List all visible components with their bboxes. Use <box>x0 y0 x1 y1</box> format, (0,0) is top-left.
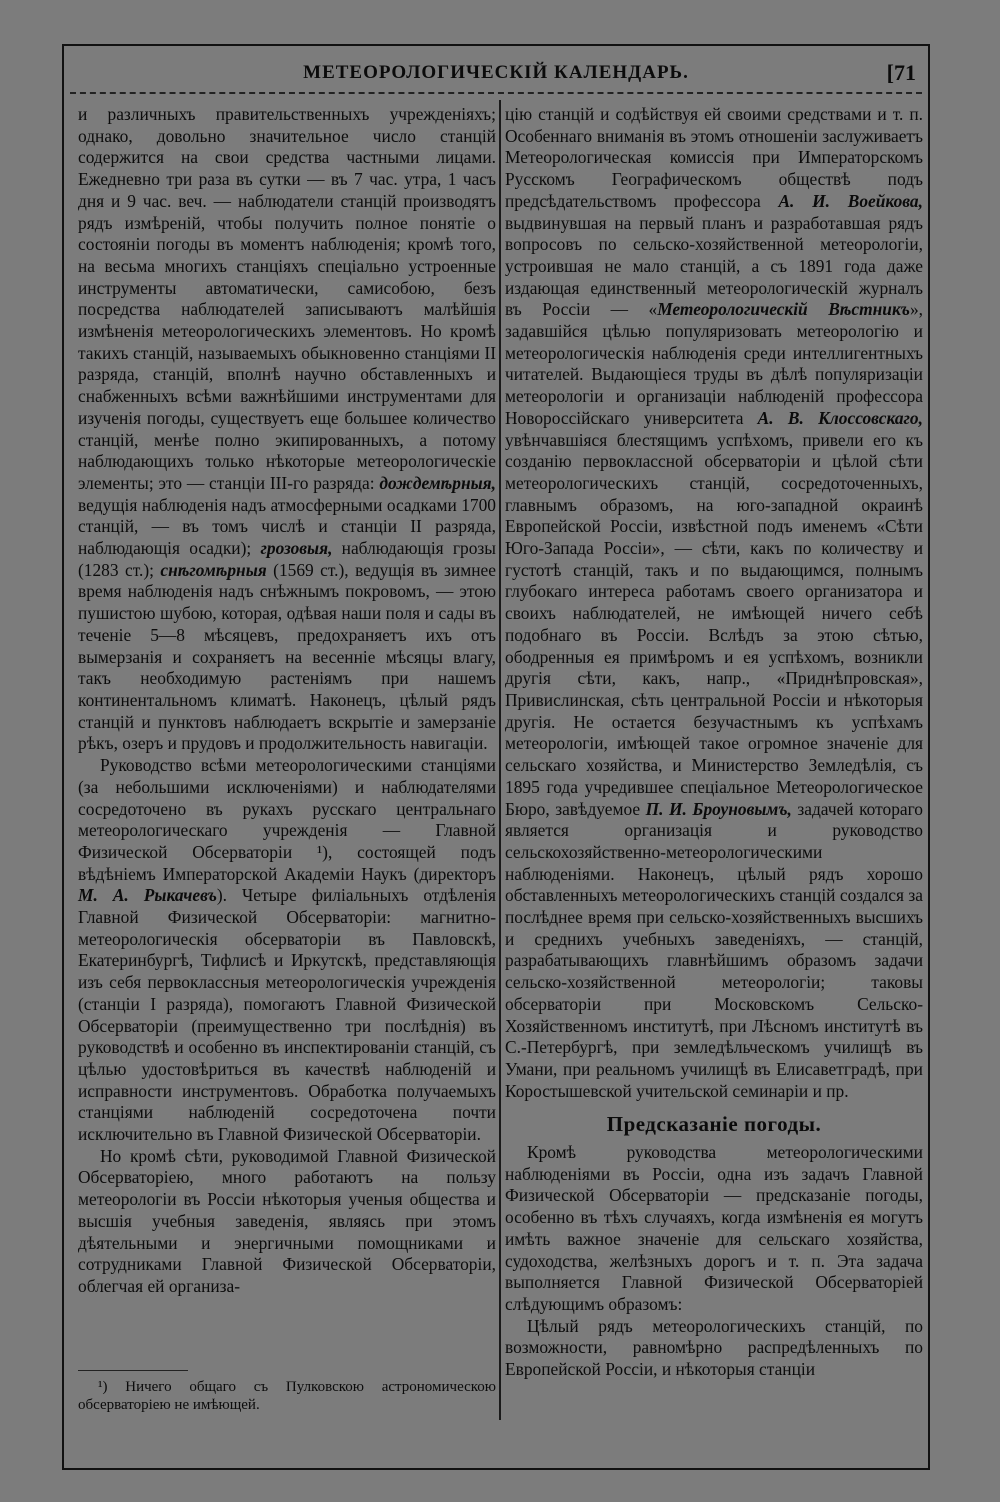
text-run: ведущія наблюденія надъ атмосферными осадками 1700 станцій, — въ томъ числѣ и станціи II разряда, наблюдающія осадки); <box>78 494 496 559</box>
text-run: Но кромѣ сѣти, руководимой Главной Физической Обсерваторіею, много работаютъ на пользу метеорологіи въ Россіи нѣкоторыя ученыя общества и высшія учебныя заведенія, являясь при этомъ дѣятельными и энергичными помощниками и сотрудниками Главной Физической Обсерваторіи, облегчая ей организа- <box>78 1145 496 1296</box>
text-run: увѣнчавшіяся блестящимъ успѣхомъ, привели его къ созданію первоклассной обсерваторіи и цѣлой сѣти метеорологическихъ станцій, сосредоточенныхъ, главнымъ образомъ, на юго-западной окраинѣ Европейской Россіи, извѣстной подъ именемъ «Сѣти Юго-Запада Россіи», — сѣти, какъ по количеству и густотѣ станцій, такъ и по выдающимся, полнымъ глубокаго интереса работамъ своего организатора и своихъ наблюдателей, не имѣющей ничего себѣ подобнаго въ Россіи. Вслѣдъ за этою сѣтью, ободренныя ея примѣромъ и ея успѣхомъ, возникли другія сѣти, какъ, напр., «Приднѣпровская», Привислинская, сѣть центральной Россіи и нѣкоторыя другія. Не остается безучастнымъ къ успѣхамъ метеорологіи, имѣющей такое огромное значеніе для сельскаго хозяйства, и Министерство Земледѣлія, съ 1895 года учредившее спеціальное Метеорологическое Бюро, завѣдуемое <box>505 429 923 819</box>
text-run: выдвинувшая на первый планъ и разработавшая рядъ вопросовъ по сельско-хозяйственной метеорологіи, устроившая не мало станцій, а съ 1891 года даже издающая единственный метеорологическій журналъ въ Россіи — « <box>505 212 923 320</box>
paragraph <box>78 755 496 1146</box>
paragraph <box>78 104 496 755</box>
emphasis: А. И. Воейкова, <box>778 190 923 211</box>
paragraph <box>78 1146 496 1298</box>
section-heading: Предсказаніе погоды. <box>606 1112 822 1137</box>
paragraph: Кромѣ руководства метеорологическими наблюденіями въ Россіи, одна изъ задачъ Главной Физической Обсерваторіи — предсказаніе погоды, особенно въ тѣхъ случаяхъ, когда измѣненія ея могутъ имѣть важное значеніе для сельскаго хозяйства, судоходства, желѣзныхъ дорогъ и т. п. Эта задача выполняется Главной Физической Обсерваторіей слѣдующимъ образомъ: <box>505 1142 923 1314</box>
text-run: (1569 ст.), ведущія въ зимнее время наблюденія надъ снѣжнымъ покровомъ, — этою пушистою шубою, которая, одѣвая наши поля и сады въ теченіе 5—8 мѣсяцевъ, предохраняетъ ихъ отъ вымерзанія и сохраняетъ на весенніе мѣсяцы влагу, такъ необходимую растеніямъ при нашемъ континентальномъ климатѣ. Наконецъ, цѣлый рядъ станцій и пунктовъ наблюдаетъ вскрытіе и замерзаніе рѣкъ, озеръ и прудовъ и продолжительность навигаціи. <box>78 559 496 754</box>
text-run: задачей котораго является организація и руководство сельскохозяйственно-метеорологическими наблюденіями. Наконецъ, цѣлый рядъ хорошо обставленныхъ метеорологическихъ станцій создался за послѣднее время при сельско-хозяйственныхъ высшихъ и среднихъ учебныхъ заведеніяхъ, — станцій, разрабатывающихъ главнѣйшимъ образомъ задачи сельско-хозяйственной метеорологіи; таковы обсерваторіи при Московскомъ Сельско-Хозяйственномъ институтѣ, при Лѣсномъ институтѣ въ С.-Петербургѣ, при земледѣльческомъ училищѣ въ Умани, при реальномъ училищѣ въ Елисаветградѣ, при Коростышевской учительской семинаріи и пр. <box>505 798 923 1101</box>
running-header <box>70 58 922 94</box>
text-run: ). Четыре филіальныхъ отдѣленія Главной Физической Обсерваторіи: магнитно-метеорологическія обсерваторіи въ Павловскѣ, Екатеринбургѣ, Тифлисѣ и Иркутскѣ, представляющія изъ себя первоклассныя метеорологическія учрежденія (станціи I разряда), помогаютъ Главной Физической Обсерваторіи (преимущественно три послѣднія) въ руководствѣ и особенно въ инспектированіи станцій, съ цѣлью удостовѣриться въ качествѣ наблюденій и исправности инструментовъ. Обработка получаемыхъ станціями наблюденій сосредоточена почти исключительно въ Главной Физической Обсерваторіи. <box>78 885 496 1145</box>
text-run: Руководство всѣми метеорологическими станціями (за небольшими исключеніями) и наблюдателями сосредоточено въ рукахъ русскаго центральнаго метеорологическаго учрежденія — Главной Физической Обсерваторіи ¹), состоящей подъ вѣдѣніемъ Императорской Академіи Наукъ (директоръ <box>78 755 496 884</box>
column-divider <box>499 100 501 1420</box>
footnote-divider <box>78 1370 188 1371</box>
emphasis: Метеорологическій Вѣстникъ <box>657 299 910 320</box>
header-title: МЕТЕОРОЛОГИЧЕСКІЙ КАЛЕНДАРЬ. <box>303 62 689 83</box>
text-run: », задавшійся цѣлью популяризовать метеорологію и метеорологическія наблюденія среди интеллигентныхъ читателей. Выдающіеся труды въ дѣлѣ популяризаціи метеорологіи и организаціи наблюденій профессора Новороссійскаго университета <box>505 299 923 428</box>
page-number: [71 <box>886 60 916 85</box>
paragraph: Цѣлый рядъ метеорологическихъ станцій, по возможности, равномѣрно распредѣленныхъ по Европейской Россіи, и нѣкоторыя станціи <box>505 1315 923 1380</box>
footnote: ¹) Ничего общаго съ Пулковскою астрономическою обсерваторіею не имѣющей. <box>78 1379 496 1413</box>
emphasis: снѣгомѣрныя <box>160 559 267 580</box>
text-run: и различныхъ правительственныхъ учрежденіяхъ; однако, довольно значительное число станцій содержится на свои средства частными лицами. Ежедневно три раза въ сутки — въ 7 час. утра, 1 часъ дня и 9 час. веч. — наблюдатели станцій производятъ рядъ измѣреній, чтобы получить полное понятіе о состояніи погоды въ моментъ наблюденія; кромѣ того, на весьма многихъ станціяхъ спеціально устроенные инструменты автоматически, самисобою, безъ посредства наблюдателей записываютъ малѣйшія измѣненія метеорологическихъ элементовъ. Но кромѣ такихъ станцій, называемыхъ обыкновенно станціями II разряда, станцій, вполнѣ научно обставленныхъ и снабженныхъ всѣми важнѣйшими инструментами для изученія погоды, существуетъ еще большее количество станцій, менѣе полно экипированныхъ, а потому наблюдающихъ только нѣкоторые метеорологическіе элементы; это — станціи III-го разряда: <box>78 104 496 493</box>
text-run: цію станцій и содѣйствуя ей своими средствами и т. п. Особеннаго вниманія въ этомъ отношеніи заслуживаетъ Метеорологическая комиссія при Императорскомъ Русскомъ Географическомъ обществѣ подъ предсѣдательствомъ профессора <box>505 104 923 211</box>
emphasis: А. В. Клоссовскаго, <box>757 407 923 428</box>
emphasis: грозовыя, <box>260 538 333 559</box>
emphasis: М. А. Рыкачевъ <box>78 885 217 906</box>
text-run: наблюдающія грозы (1283 ст.); <box>78 538 496 580</box>
right-column <box>505 104 923 1381</box>
emphasis: П. И. Броуновымъ, <box>645 798 792 819</box>
left-column <box>78 104 496 1298</box>
paragraph <box>505 104 923 1102</box>
emphasis: дождемѣрныя, <box>379 472 496 493</box>
